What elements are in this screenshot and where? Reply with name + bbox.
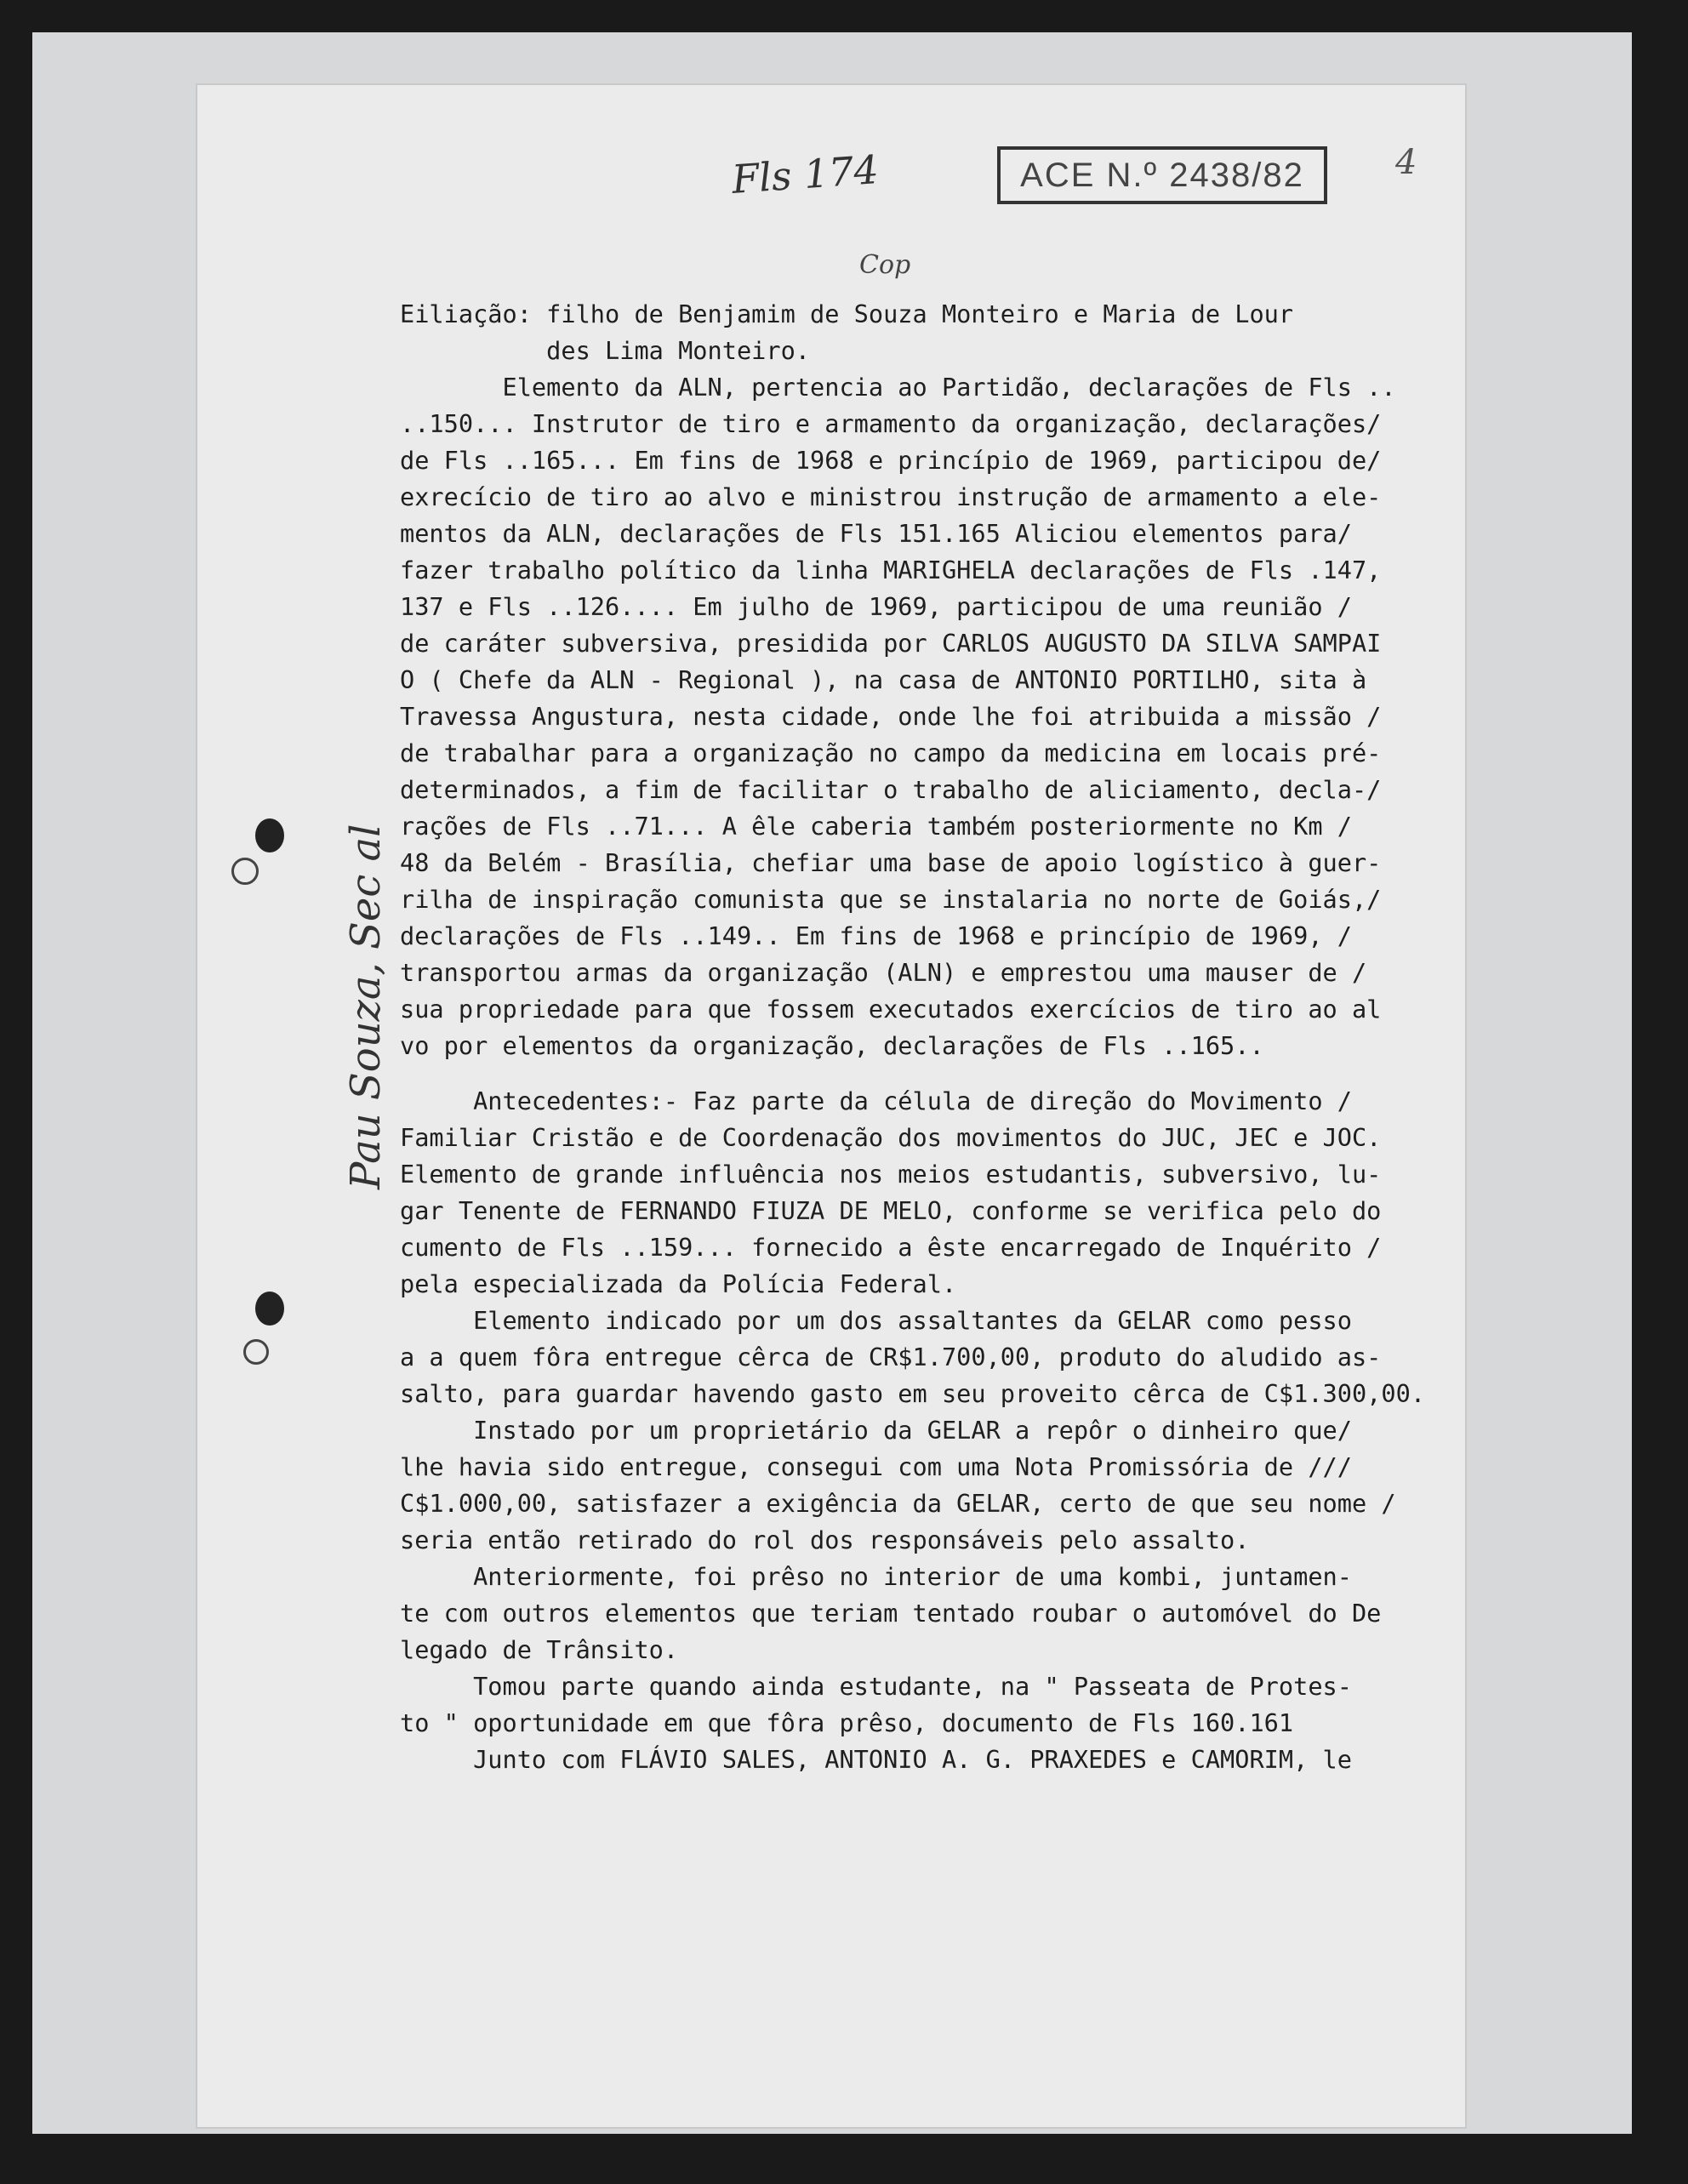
- text-line: Instado por um proprietário da GELAR a repôr o dinheiro que/: [400, 1416, 1352, 1445]
- text-line: lhe havia sido entregue, consegui com uma Nota Promissória de ///: [400, 1452, 1352, 1481]
- cop-handwritten: Cop: [859, 250, 911, 280]
- text-line: de trabalhar para a organização no campo da medicina em locais pré-: [400, 738, 1382, 767]
- text-line: declarações de Fls ..149.. Em fins de 1968 e princípio de 1969, /: [400, 921, 1352, 950]
- text-line: cumento de Fls ..159... fornecido a êste encarregado de Inquérito /: [400, 1233, 1382, 1262]
- corner-mark: 4: [1395, 143, 1417, 182]
- text-line: Tomou parte quando ainda estudante, na " Passeata de Protes-: [400, 1672, 1352, 1701]
- folio-handwritten: Fls 174: [730, 146, 881, 202]
- text-line: de Fls ..165... Em fins de 1968 e princípio de 1969, participou de/: [400, 446, 1382, 475]
- text-line: vo por elementos da organização, declarações de Fls ..165..: [400, 1031, 1264, 1060]
- text-line: fazer trabalho político da linha MARIGHELA declarações de Fls .147,: [400, 556, 1382, 584]
- text-line: transportou armas da organização (ALN) e emprestou uma mauser de /: [400, 958, 1367, 987]
- text-line: rações de Fls ..71... A êle caberia também posteriormente no Km /: [400, 812, 1352, 841]
- punch-hole: [255, 818, 284, 853]
- text-line: Elemento da ALN, pertencia ao Partidão, declarações de Fls ..: [400, 373, 1396, 402]
- text-line: seria então retirado do rol dos responsáveis pelo assalto.: [400, 1525, 1250, 1554]
- text-line: 137 e Fls ..126.... Em julho de 1969, participou de uma reunião /: [400, 592, 1352, 621]
- text-line: de caráter subversiva, presidida por CARLOS AUGUSTO DA SILVA SAMPAI: [400, 629, 1382, 658]
- text-line: C$1.000,00, satisfazer a exigência da GELAR, certo de que seu nome /: [400, 1489, 1396, 1518]
- side-annotation-text: Pau Souza, Sec al: [342, 824, 390, 1189]
- text-line: sua propriedade para que fossem executados exercícios de tiro ao al: [400, 995, 1382, 1024]
- text-line: a a quem fôra entregue cêrca de CR$1.700,00, produto do aludido as-: [400, 1343, 1382, 1371]
- side-annotation: [336, 817, 396, 1200]
- text-line: determinados, a fim de facilitar o trabalho de aliciamento, decla-/: [400, 775, 1382, 804]
- text-line: 48 da Belém - Brasília, chefiar uma base de apoio logístico à guer-: [400, 848, 1382, 877]
- punch-hole: [243, 1339, 269, 1365]
- text-line: O ( Chefe da ALN - Regional ), na casa de ANTONIO PORTILHO, sita à: [400, 665, 1367, 694]
- text-line: mentos da ALN, declarações de Fls 151.165 Aliciou elementos para/: [400, 519, 1352, 548]
- text-line: Elemento indicado por um dos assaltantes da GELAR como pesso: [400, 1306, 1352, 1335]
- text-line: salto, para guardar havendo gasto em seu proveito cêrca de C$1.300,00.: [400, 1379, 1426, 1408]
- text-line: Anteriormente, foi prêso no interior de uma kombi, juntamen-: [400, 1562, 1352, 1591]
- text-line: ..150... Instrutor de tiro e armamento da organização, declarações/: [400, 409, 1382, 438]
- text-line: Antecedentes:- Faz parte da célula de direção do Movimento /: [400, 1086, 1352, 1115]
- text-line: Junto com FLÁVIO SALES, ANTONIO A. G. PRAXEDES e CAMORIM, le: [400, 1745, 1352, 1774]
- text-line: Familiar Cristão e de Coordenação dos movimentos do JUC, JEC e JOC.: [400, 1123, 1382, 1152]
- text-line: Elemento de grande influência nos meios estudantis, subversivo, lu-: [400, 1160, 1382, 1189]
- ace-stamp: ACE N.º 2438/82: [997, 146, 1327, 204]
- text-line: legado de Trânsito.: [400, 1635, 679, 1664]
- text-line: to " oportunidade em que fôra prêso, documento de Fls 160.161: [400, 1708, 1294, 1737]
- punch-hole: [255, 1292, 284, 1326]
- typed-body: [400, 296, 1426, 1778]
- text-line: des Lima Monteiro.: [400, 336, 811, 365]
- text-line: gar Tenente de FERNANDO FIUZA DE MELO, conforme se verifica pelo do: [400, 1196, 1382, 1225]
- text-line: Travessa Angustura, nesta cidade, onde lhe foi atribuida a missão /: [400, 702, 1382, 731]
- punch-hole: [231, 858, 259, 885]
- text-line: pela especializada da Polícia Federal.: [400, 1269, 957, 1298]
- text-line: Eiliação: filho de Benjamim de Souza Monteiro e Maria de Lour: [400, 299, 1294, 328]
- text-line: exrecício de tiro ao alvo e ministrou instrução de armamento a ele-: [400, 482, 1382, 511]
- text-line: te com outros elementos que teriam tentado roubar o automóvel do De: [400, 1599, 1382, 1628]
- text-line: rilha de inspiração comunista que se instalaria no norte de Goiás,/: [400, 885, 1382, 914]
- text-line: [400, 1064, 1404, 1083]
